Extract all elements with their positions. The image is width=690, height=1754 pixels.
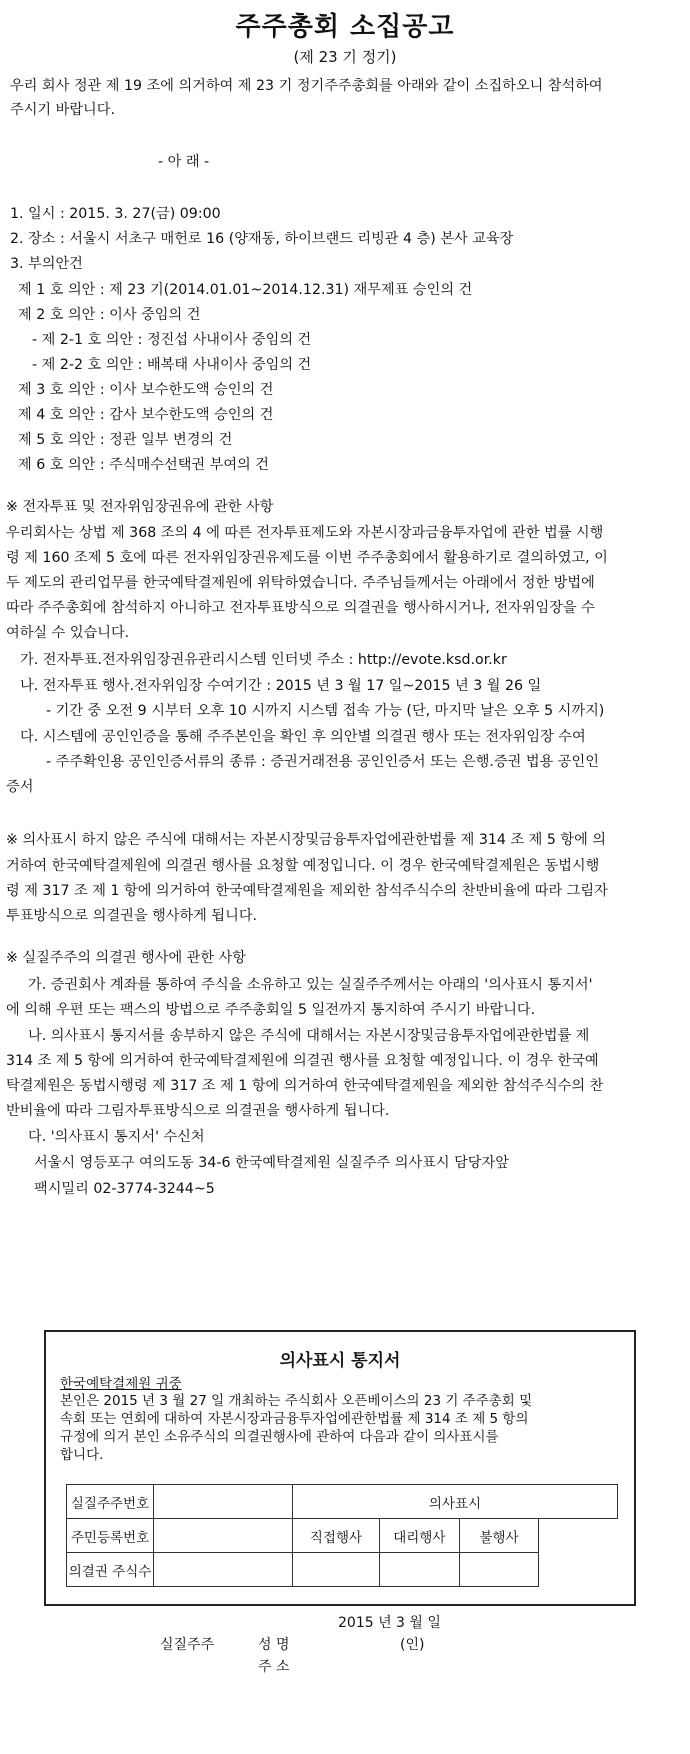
- item-place: 2. 장소 : 서울시 서초구 매헌로 16 (양재동, 하이브랜드 리빙관 4 층) 본사 교육장: [10, 231, 514, 247]
- real-holder-paragraph: 가. 증권회사 계좌를 통하여 주식을 소유하고 있는 실질주주께서는 아래의 '의사표시 통지서': [28, 977, 593, 993]
- agenda-item: 제 6 호 의안 : 주식매수선택권 부여의 건: [18, 457, 269, 473]
- evote-paragraph: 따라 주주총회에 참석하지 아니하고 전자투표방식으로 의결권을 행사하시거나, 전자위임장을 수: [6, 600, 595, 616]
- header-proxy-vote: 대리행사: [379, 1519, 459, 1553]
- signature-name-label: 성 명: [258, 1637, 290, 1653]
- evote-paragraph: 여하실 수 있습니다.: [6, 625, 130, 641]
- field-abstain[interactable]: [459, 1553, 539, 1587]
- table-row: [67, 1553, 618, 1587]
- signature-address-label: 주 소: [258, 1659, 290, 1675]
- label-share-count: 의결권 주식수: [67, 1553, 154, 1587]
- evote-heading: ※ 전자투표 및 전자위임장권유에 관한 사항: [6, 499, 274, 515]
- agenda-item: 제 2 호 의안 : 이사 중임의 건: [18, 307, 201, 323]
- form-paragraph: 속회 또는 연회에 대하여 자본시장과금융투자업에관한법률 제 314 조 제 5 항의: [60, 1411, 529, 1427]
- evote-period-note: - 기간 중 오전 9 시부터 오후 10 시까지 시스템 접속 가능 (단, 마지막 날은 오후 5 시까지): [46, 703, 605, 719]
- intent-table: [66, 1484, 618, 1587]
- recipient-fax: 팩시밀리 02-3774-3244~5: [34, 1181, 215, 1197]
- field-direct-vote[interactable]: [292, 1553, 379, 1587]
- evote-method: 다. 시스템에 공인인증을 통해 주주본인을 확인 후 의안별 의결권 행사 또는 전자위임장 수여: [20, 729, 586, 745]
- agenda-subitem: - 제 2-1 호 의안 : 정진섭 사내이사 중임의 건: [32, 332, 312, 348]
- label-account-number: 실질주주번호: [67, 1485, 154, 1519]
- intro-line: 주시기 바랍니다.: [10, 102, 115, 118]
- evote-cert-note-end: 증서: [6, 779, 34, 795]
- evote-cert-note: - 주주확인용 공인인증서류의 종류 : 증권거래전용 공인인증서 또는 은행.증권 법용 공인인: [46, 754, 599, 770]
- agenda-item: 제 1 호 의안 : 제 23 기(2014.01.01~2014.12.31) 재무제표 승인의 건: [18, 282, 473, 298]
- item-date: 1. 일시 : 2015. 3. 27(금) 09:00: [10, 206, 221, 222]
- real-holder-paragraph: 반비율에 따라 그림자투표방식으로 의결권을 행사하게 됩니다.: [6, 1103, 390, 1119]
- document-subtitle: (제 23 기 정기): [293, 48, 397, 66]
- evote-paragraph: 우리회사는 상법 제 368 조의 4 에 따른 전자투표제도와 자본시장과금융투자업에 관한 법률 시행: [6, 525, 604, 541]
- shadow-vote-paragraph: ※ 의사표시 하지 않은 주식에 대해서는 자본시장및금융투자업에관한법률 제 314 조 제 5 항에 의: [6, 832, 607, 848]
- header-direct-vote: 직접행사: [292, 1519, 379, 1553]
- form-paragraph: 규정에 의거 본인 소유주식의 의결권행사에 관하여 다음과 같이 의사표시를: [60, 1429, 499, 1445]
- label-resident-number: 주민등록번호: [67, 1519, 154, 1553]
- signature-seal: (인): [400, 1637, 425, 1653]
- signature-holder-label: 실질주주: [160, 1637, 215, 1653]
- field-proxy-vote[interactable]: [379, 1553, 459, 1587]
- recipient-address: 서울시 영등포구 여의도동 34-6 한국예탁결제원 실질주주 의사표시 담당자앞: [34, 1155, 509, 1171]
- agenda-item: 제 3 호 의안 : 이사 보수한도액 승인의 건: [18, 382, 274, 398]
- real-holder-paragraph: 에 의해 우편 또는 팩스의 방법으로 주주총회일 5 일전까지 통지하여 주시기 바랍니다.: [6, 1002, 536, 1018]
- shadow-vote-paragraph: 거하여 한국예탁결제원에 의결권 행사를 요청할 예정입니다. 이 경우 한국예탁결제원은 동법시행: [6, 858, 600, 874]
- signature-date: 2015 년 3 월 일: [338, 1615, 441, 1631]
- header-intent: 의사표시: [292, 1485, 617, 1519]
- evote-paragraph: 령 제 160 조제 5 호에 따른 전자위임장권유제도를 이번 주주총회에서 활용하기로 결의하였고, 이: [6, 550, 608, 566]
- recipient-heading: 다. '의사표시 통지서' 수신처: [28, 1129, 205, 1145]
- real-holder-paragraph: 나. 의사표시 통지서를 송부하지 않은 주식에 대해서는 자본시장및금융투자업에관한법률 제: [28, 1028, 590, 1044]
- real-holder-paragraph: 탁결제원은 동법시행령 제 317 조 제 1 항에 의거하여 한국예탁결제원을 제외한 참석주식수의 찬: [6, 1078, 604, 1094]
- agenda-item: 제 4 호 의안 : 감사 보수한도액 승인의 건: [18, 407, 274, 423]
- agenda-subitem: - 제 2-2 호 의안 : 배복태 사내이사 중임의 건: [32, 357, 312, 373]
- evote-paragraph: 두 제도의 관리업무를 한국예탁결제원에 위탁하였습니다. 주주님들께서는 아래에서 정한 방법에: [6, 575, 595, 591]
- shadow-vote-paragraph: 투표방식으로 의결권을 행사하게 됩니다.: [6, 908, 258, 924]
- intro-line: 우리 회사 정관 제 19 조에 의거하여 제 23 기 정기주주총회를 아래와 같이 소집하오니 참석하여: [10, 78, 603, 94]
- field-resident-number[interactable]: [154, 1519, 293, 1553]
- real-holder-paragraph: 314 조 제 5 항에 의거하여 한국예탁결제원에 의결권 행사를 요청할 예정입니다. 이 경우 한국예: [6, 1053, 599, 1069]
- form-paragraph: 합니다.: [60, 1447, 104, 1463]
- form-recipient: 한국예탁결제원 귀중: [60, 1376, 182, 1392]
- real-holder-heading: ※ 실질주주의 의결권 행사에 관한 사항: [6, 950, 247, 966]
- form-title: 의사표시 통지서: [279, 1351, 401, 1371]
- evote-period: 나. 전자투표 행사.전자위임장 수여기간 : 2015 년 3 월 17 일~2015 년 3 월 26 일: [20, 678, 542, 694]
- agenda-item: 제 5 호 의안 : 정관 일부 변경의 건: [18, 432, 233, 448]
- shadow-vote-paragraph: 령 제 317 조 제 1 항에 의거하여 한국예탁결제원을 제외한 참석주식수의 찬반비율에 따라 그림자: [6, 883, 608, 899]
- header-abstain: 불행사: [459, 1519, 539, 1553]
- field-account-number[interactable]: [154, 1485, 293, 1519]
- field-share-count[interactable]: [154, 1553, 293, 1587]
- item-agenda-heading: 3. 부의안건: [10, 256, 83, 272]
- evote-url: 가. 전자투표.전자위임장권유관리시스템 인터넷 주소 : http://evote.ksd.or.kr: [20, 652, 507, 668]
- table-row: [67, 1519, 618, 1553]
- form-paragraph: 본인은 2015 년 3 월 27 일 개최하는 주식회사 오픈베이스의 23 기 주주총회 및: [60, 1393, 533, 1409]
- table-row: [67, 1485, 618, 1519]
- notice-label: - 아 래 -: [158, 154, 210, 170]
- intent-notice-form: [44, 1330, 636, 1606]
- document-title: 주주총회 소집공고: [235, 12, 455, 42]
